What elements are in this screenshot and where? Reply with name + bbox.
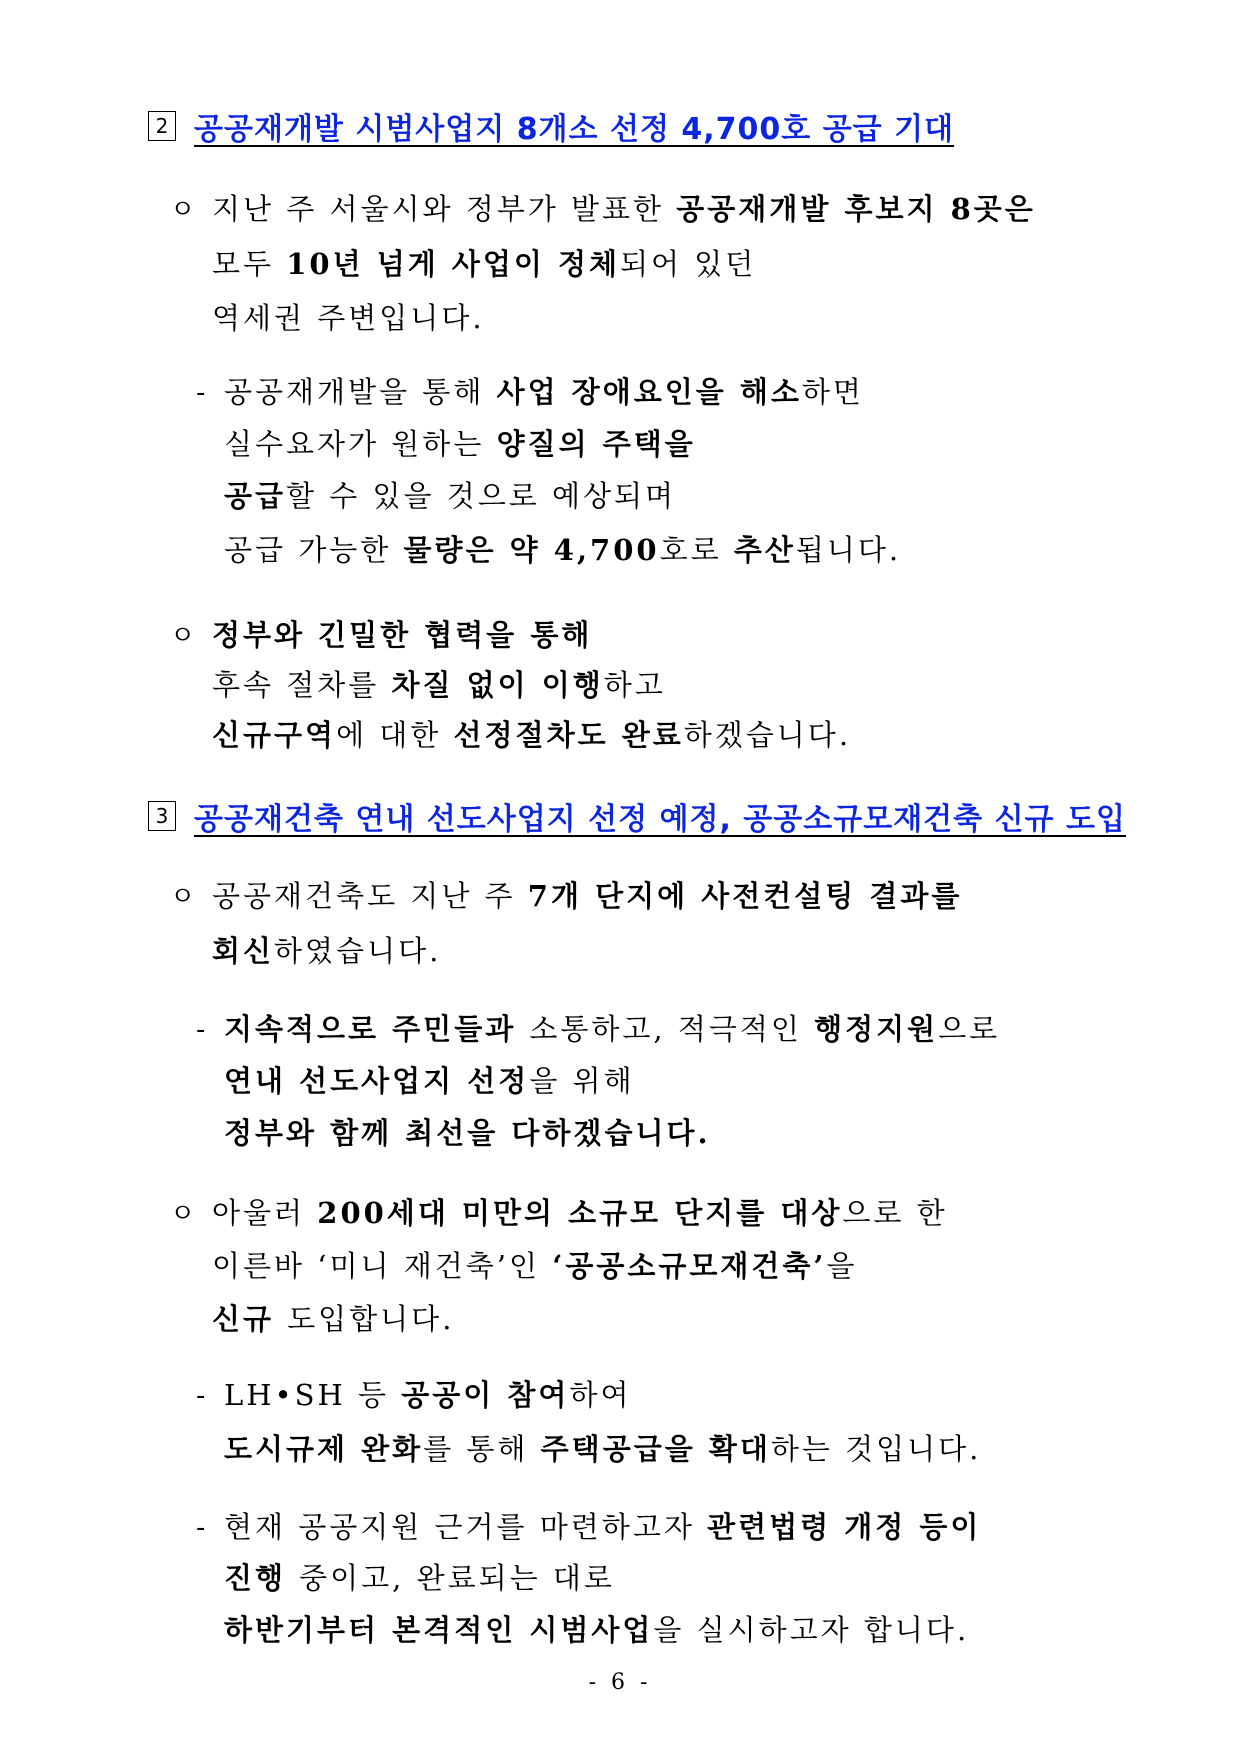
bold-text-segment: 회신 [212,934,275,968]
bold-text-segment: 정부와 긴밀한 협력을 통해 [212,618,593,652]
bold-text-segment: 공공재개발 후보지 8곳은 [676,192,1036,226]
paragraph-line [224,530,901,570]
dash-marker: - [196,1381,206,1411]
bold-text-segment: ‘공공소규모재건축’ [552,1249,827,1283]
text-segment: 으로 한 [842,1196,948,1230]
text-segment: 됩니다. [795,533,902,567]
text-segment: 실수요자가 원하는 [224,427,497,461]
text-segment: 하면 [801,375,864,409]
dash-marker: - [196,378,206,408]
section-title: 공공재건축 연내 선도사업지 선정 예정, 공공소규모재건축 신규 도입 [194,802,1126,837]
paragraph-line [212,1246,858,1286]
text-segment: 호로 [659,533,734,567]
bold-text-segment: 물량은 약 4,700 [403,533,660,567]
text-segment: 하고 [603,668,666,702]
text-segment: 을 위해 [529,1064,635,1098]
bold-text-segment: 주택공급을 확대 [540,1432,771,1466]
bold-text-segment: 차질 없이 이행 [391,668,604,702]
paragraph-line [224,1610,969,1650]
paragraph-line [212,665,666,705]
text-segment: 현재 공공지원 근거를 마련하고자 [224,1510,708,1544]
bullet-marker: ㅇ [170,621,196,651]
bullet-marker: ㅇ [170,195,196,225]
paragraph-line [224,1009,1000,1049]
text-segment: 공공재건축도 지난 주 [212,879,528,913]
bullet-marker: ㅇ [170,882,196,912]
paragraph-line [224,1061,635,1101]
text-segment: 공급 가능한 [224,533,404,567]
text-segment: 에 대한 [336,718,454,752]
paragraph-line [212,189,1036,229]
bold-text-segment: 7개 단지에 사전컨설팅 결과를 [527,879,963,913]
text-segment: 으로 [938,1012,1001,1046]
text-segment: 하였습니다. [274,934,442,968]
page-number: - 6 - [588,1670,652,1695]
text-segment: 을 [826,1249,858,1283]
text-segment: 적극적인 [677,1012,815,1046]
paragraph-line [224,372,864,412]
paragraph-line [212,615,592,655]
bold-text-segment: 공급 [224,479,287,513]
section-number-box: 2 [148,111,176,141]
paragraph-line [212,244,756,284]
text-segment: 을 실시하고자 합니다. [653,1613,970,1647]
paragraph-line [224,1507,981,1547]
text-segment: 되어 있던 [620,247,757,281]
text-segment: 모두 [212,247,287,281]
paragraph-line [224,1375,631,1415]
section-number-box: 3 [148,801,176,831]
paragraph-line [224,1558,615,1598]
paragraph-line [224,424,696,464]
bold-text-segment: 정부와 함께 최선을 다하겠습니다. [224,1116,711,1150]
text-segment: 소통하고, [529,1012,678,1046]
bold-text-segment: 사업 장애요인을 해소 [496,375,802,409]
bold-text-segment: 진행 [224,1561,300,1595]
bold-text-segment: 200세대 미만의 소규모 단지를 대상 [317,1196,843,1230]
paragraph-line [212,931,441,971]
bullet-marker: ㅇ [170,1199,196,1229]
dash-marker: - [196,1513,206,1543]
text-segment: 를 통해 [423,1432,541,1466]
bold-text-segment: 하반기부터 본격적인 시범사업 [224,1613,654,1647]
text-segment: 공공재개발을 통해 [224,375,497,409]
text-segment: 하여 [569,1378,632,1412]
bold-text-segment: 관련법령 개정 등이 [707,1510,982,1544]
bold-text-segment: 신규 [212,1302,288,1336]
text-segment: 하겠습니다. [683,718,852,752]
bold-text-segment: 선정절차도 완료 [453,718,684,752]
bold-text-segment: 양질의 주택을 [496,427,696,461]
section-title: 공공재개발 시범사업지 8개소 선정 4,700호 공급 기대 [194,112,955,147]
paragraph-line [224,1113,711,1153]
paragraph-line [224,476,676,516]
bold-text-segment: 공공이 참여 [401,1378,570,1412]
bold-text-segment: 지속적으로 주민들과 [224,1012,530,1046]
section-2-heading [148,104,954,148]
text-segment: 중이고, 완료되는 대로 [299,1561,615,1595]
text-segment: 역세권 주변입니다. [212,301,485,335]
text-segment: 하는 것입니다. [770,1432,982,1466]
bold-text-segment: 행정지원 [814,1012,939,1046]
paragraph-line [212,715,851,755]
bold-text-segment: 신규구역 [212,718,337,752]
text-segment: 도입합니다. [287,1302,455,1336]
paragraph-line [212,1193,948,1233]
text-segment: 아울러 [212,1196,318,1230]
bold-text-segment: 도시규제 완화 [224,1432,424,1466]
paragraph-line [224,1429,981,1469]
paragraph-line [212,1299,454,1339]
section-3-heading [148,794,1126,838]
bold-text-segment: 추산 [733,533,796,567]
text-segment: 지난 주 서울시와 정부가 발표한 [212,192,677,226]
text-segment: 후속 절차를 [212,668,392,702]
bold-text-segment: 10년 넘게 사업이 정체 [286,247,621,281]
paragraph-line [212,876,962,916]
bold-text-segment: 연내 선도사업지 선정 [224,1064,530,1098]
paragraph-line [212,298,485,338]
text-segment: 할 수 있을 것으로 예상되며 [286,479,677,513]
text-segment: LH•SH 등 [224,1378,402,1412]
text-segment: 이른바 ‘미니 재건축’인 [212,1249,553,1283]
dash-marker: - [196,1015,206,1045]
